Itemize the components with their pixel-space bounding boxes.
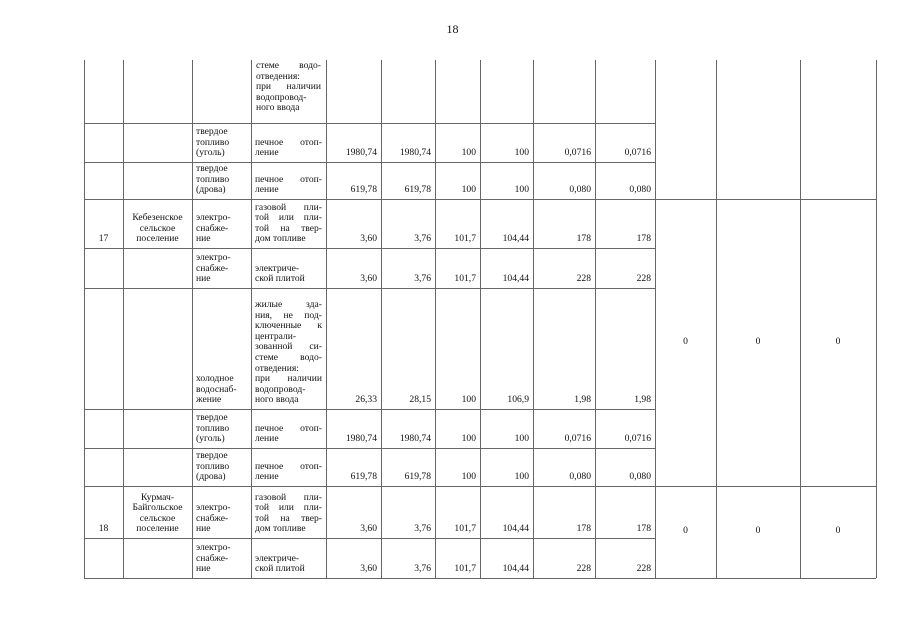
merged-value: 0 (755, 524, 761, 536)
carryover-description: ного ввода (256, 102, 300, 114)
value-cell: 100 (461, 394, 476, 406)
service-name: снабже- (196, 262, 229, 274)
table-row-line (84, 248, 655, 249)
value-cell: 619,78 (404, 471, 431, 483)
value-cell: 1980,74 (345, 433, 377, 445)
value-cell: 100 (514, 433, 529, 445)
value-cell: 178 (636, 523, 651, 535)
value-cell: 228 (576, 273, 591, 285)
value-cell: 619,78 (350, 184, 377, 196)
carryover-description: при наличии (256, 81, 321, 93)
service-name: жение (196, 394, 222, 406)
service-description: ление (255, 147, 279, 159)
table-row-line (84, 409, 655, 410)
value-cell: 100 (514, 471, 529, 483)
table-row-line (84, 288, 655, 289)
service-name: снабже- (196, 222, 229, 234)
service-description: водопровод- (255, 383, 306, 395)
value-cell: 3,76 (414, 523, 431, 535)
service-description: электриче- (255, 262, 300, 274)
table-row-line (84, 486, 655, 487)
service-description: ской плитой (255, 563, 305, 575)
value-cell: 1,98 (634, 394, 651, 406)
service-name: электро- (196, 542, 231, 554)
table-column-line (655, 60, 656, 578)
table-row-line (84, 123, 655, 124)
service-description: той или пли- (255, 212, 322, 224)
service-description: дом топливе (255, 523, 306, 535)
table-row-line (84, 448, 655, 449)
service-name: твердое (196, 412, 228, 424)
table-column-line (123, 60, 124, 578)
service-name: ние (196, 523, 211, 535)
table-row-line (84, 538, 655, 539)
value-cell: 28,15 (409, 394, 431, 406)
value-cell: 100 (461, 147, 476, 159)
service-description: централи- (255, 330, 297, 342)
table-group-line (655, 486, 876, 487)
value-cell: 100 (461, 433, 476, 445)
service-name: (уголь) (196, 433, 225, 445)
service-description: жилые зда- (255, 299, 322, 310)
merged-value: 0 (835, 524, 841, 536)
table-column-line (533, 60, 534, 578)
service-description: ключенные к (255, 320, 322, 332)
value-cell: 101,7 (454, 523, 476, 535)
merged-value: 0 (683, 335, 688, 347)
value-cell: 3,60 (360, 523, 377, 535)
value-cell: 104,44 (502, 523, 529, 535)
value-cell: 0,080 (629, 184, 651, 196)
value-cell: 228 (636, 273, 651, 285)
value-cell: 101,7 (454, 563, 476, 575)
municipality-name: Байгольское (132, 502, 183, 514)
table-column-line (716, 60, 717, 578)
service-name: холодное (196, 373, 234, 385)
value-cell: 26,33 (355, 394, 377, 406)
value-cell: 1980,74 (399, 147, 431, 159)
service-description: дом топливе (255, 233, 306, 245)
value-cell: 0,0716 (564, 433, 591, 445)
service-name: твердое (196, 450, 228, 462)
service-name: твердое (196, 126, 228, 138)
service-name: (уголь) (196, 147, 225, 159)
service-description: печное отоп- (255, 136, 322, 148)
table-group-line (655, 199, 876, 200)
value-cell: 1,98 (574, 394, 591, 406)
value-cell: 1980,74 (345, 147, 377, 159)
service-name: топливо (196, 173, 230, 185)
service-description: той или пли- (255, 502, 322, 514)
value-cell: 104,44 (502, 563, 529, 575)
service-name: топливо (196, 460, 230, 472)
service-name: топливо (196, 422, 230, 434)
value-cell: 100 (461, 184, 476, 196)
merged-value: 0 (755, 335, 761, 347)
service-name: ние (196, 273, 211, 285)
service-description: электриче- (255, 552, 300, 564)
table-row-line (84, 162, 655, 163)
municipality-name: Кебезенское (132, 212, 183, 224)
service-description: газовой пли- (255, 201, 322, 213)
value-cell: 0,0716 (624, 433, 651, 445)
service-description: ление (255, 471, 279, 483)
value-cell: 0,080 (629, 471, 651, 483)
table-column-line (381, 60, 382, 578)
value-cell: 0,080 (569, 184, 591, 196)
service-description: печное отоп- (255, 460, 322, 472)
table-column-line (876, 60, 877, 578)
service-name: ние (196, 233, 211, 245)
table-column-line (595, 60, 596, 578)
value-cell: 3,76 (414, 273, 431, 285)
service-description: печное отоп- (255, 173, 322, 185)
service-description: той на твер- (255, 512, 322, 524)
value-cell: 0,080 (569, 471, 591, 483)
value-cell: 100 (514, 184, 529, 196)
page-number: 18 (446, 22, 459, 36)
table-column-line (84, 60, 85, 578)
table-column-line (435, 60, 436, 578)
municipality-name: сельское (139, 222, 176, 234)
value-cell: 619,78 (404, 184, 431, 196)
value-cell: 3,60 (360, 563, 377, 575)
value-cell: 178 (576, 523, 591, 535)
table-column-line (251, 60, 252, 578)
municipality-name: Курмач- (140, 491, 175, 503)
carryover-description: водопровод- (256, 91, 307, 103)
service-description: ление (255, 433, 279, 445)
table-column-line (800, 60, 801, 578)
table-column-line (480, 60, 481, 578)
value-cell: 100 (514, 147, 529, 159)
value-cell: 1980,74 (399, 433, 431, 445)
service-name: снабже- (196, 512, 229, 524)
value-cell: 3,60 (360, 273, 377, 285)
carryover-description: стеме водо- (256, 60, 321, 71)
value-cell: 228 (636, 563, 651, 575)
merged-value: 0 (683, 524, 688, 536)
value-cell: 228 (576, 563, 591, 575)
value-cell: 104,44 (502, 233, 529, 245)
table-column-line (192, 60, 193, 578)
service-name: электро- (196, 212, 231, 224)
service-description: при наличии (255, 373, 322, 385)
municipality-name: сельское (139, 512, 176, 524)
row-number: 17 (98, 233, 109, 245)
service-name: водоснаб- (196, 383, 237, 395)
service-name: (дрова) (196, 471, 226, 483)
service-description: отведения: (255, 362, 299, 374)
municipality-name: поселение (136, 523, 179, 535)
value-cell: 104,44 (502, 273, 529, 285)
service-description: той на твер- (255, 222, 322, 234)
value-cell: 101,7 (454, 233, 476, 245)
service-name: топливо (196, 136, 230, 148)
service-name: твердое (196, 163, 228, 175)
merged-value: 0 (835, 335, 841, 347)
service-description: стеме водо- (255, 352, 322, 363)
service-description: ление (255, 184, 279, 196)
service-description: газовой пли- (255, 491, 322, 503)
row-number: 18 (98, 523, 109, 535)
service-description: зованной си- (255, 341, 322, 353)
value-cell: 3,60 (360, 233, 377, 245)
value-cell: 101,7 (454, 273, 476, 285)
service-name: (дрова) (196, 184, 226, 196)
service-name: электро- (196, 502, 231, 514)
service-description: ного ввода (255, 394, 299, 406)
service-description: ния, не под- (255, 309, 322, 321)
service-name: ние (196, 563, 211, 575)
value-cell: 106,9 (507, 394, 529, 406)
table-row-line (84, 578, 655, 579)
table-row-line (84, 199, 655, 200)
value-cell: 3,76 (414, 563, 431, 575)
service-description: печное отоп- (255, 422, 322, 434)
service-description: ской плитой (255, 273, 305, 285)
value-cell: 100 (461, 471, 476, 483)
service-name: электро- (196, 252, 231, 264)
municipality-name: поселение (136, 233, 179, 245)
service-name: снабже- (196, 552, 229, 564)
value-cell: 178 (576, 233, 591, 245)
value-cell: 3,76 (414, 233, 431, 245)
value-cell: 0,0716 (624, 147, 651, 159)
table-group-line (655, 578, 876, 579)
table-column-line (326, 60, 327, 578)
carryover-description: отведения: (256, 70, 300, 82)
value-cell: 619,78 (350, 471, 377, 483)
value-cell: 0,0716 (564, 147, 591, 159)
value-cell: 178 (636, 233, 651, 245)
